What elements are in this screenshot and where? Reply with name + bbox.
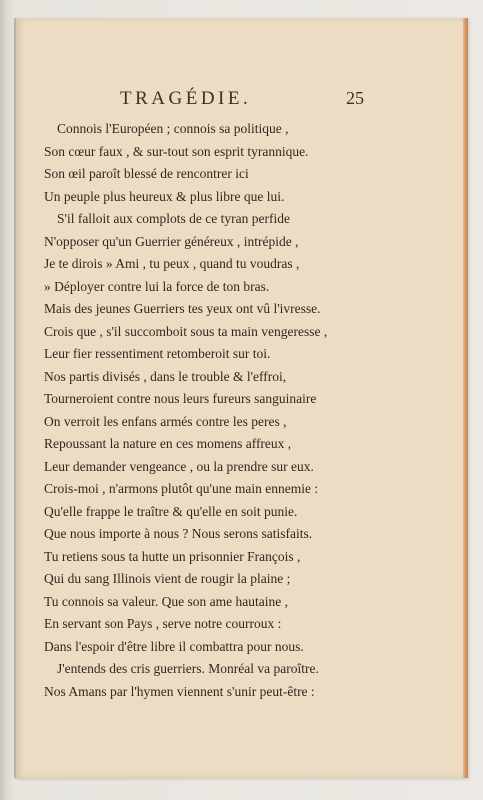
verse-text <box>44 118 454 703</box>
verse-line: Que nous importe à nous ? Nous serons satisfaits. <box>44 526 313 541</box>
verse-line: Leur fier ressentiment retomberoit sur toi. <box>44 346 271 361</box>
verse-line: Nos partis divisés , dans le trouble & l'effroi, <box>44 368 287 384</box>
running-title: TRAGÉDIE. <box>120 88 252 109</box>
page-number: 25 <box>346 88 364 108</box>
verse-line: Crois que , s'il succomboit sous ta main vengeresse , <box>44 323 328 339</box>
verse-line: Connois l'Européen ; connois sa politique , <box>57 121 289 136</box>
verse-line: Mais des jeunes Guerriers tes yeux ont vû l'ivresse. <box>44 301 321 316</box>
verse-line: En servant son Pays , serve notre courroux : <box>44 616 282 631</box>
verse-line: Tourneroient contre nous leurs fureurs sanguinaire <box>44 391 317 406</box>
verse-line: Repoussant la nature en ces momens affreux , <box>44 436 292 451</box>
verse-line: Crois-moi , n'armons plutôt qu'une main ennemie : <box>44 481 319 496</box>
verse-line: Un peuple plus heureux & plus libre que lui. <box>44 188 285 204</box>
verse-line: On verroit les enfans armés contre les peres , <box>44 413 287 429</box>
verse-line: N'opposer qu'un Guerrier généreux , intrépide , <box>44 233 299 249</box>
page-edge <box>463 18 468 778</box>
verse-line: Qui du sang Illinois vient de rougir la plaine ; <box>44 571 291 586</box>
verse-line: Tu connois sa valeur. Que son ame hautaine , <box>44 593 288 609</box>
verse-line: J'entends des cris guerriers. Monréal va paroître. <box>57 661 319 676</box>
verse-line: S'il falloit aux complots de ce tyran perfide <box>57 211 290 226</box>
verse-line: Leur demander vengeance , ou la prendre sur eux. <box>44 458 314 474</box>
verse-line: Qu'elle frappe le traître & qu'elle en soit punie. <box>44 503 298 519</box>
verse-line: Son cœur faux , & sur-tout son esprit tyrannique. <box>44 143 309 159</box>
verse-line: Nos Amans par l'hymen viennent s'unir peut-être : <box>44 683 315 699</box>
verse-line: Je te dirois » Ami , tu peux , quand tu voudras , <box>44 256 300 271</box>
verse-line: » Déployer contre lui la force de ton bras. <box>44 278 270 294</box>
verse-line: Dans l'espoir d'être libre il combattra pour nous. <box>44 638 304 654</box>
verse-line: Tu retiens sous ta hutte un prisonnier François , <box>44 548 301 564</box>
page-header <box>16 88 468 114</box>
book-page <box>14 18 468 778</box>
verse-line: Son œil paroît blessé de rencontrer ici <box>44 166 249 181</box>
